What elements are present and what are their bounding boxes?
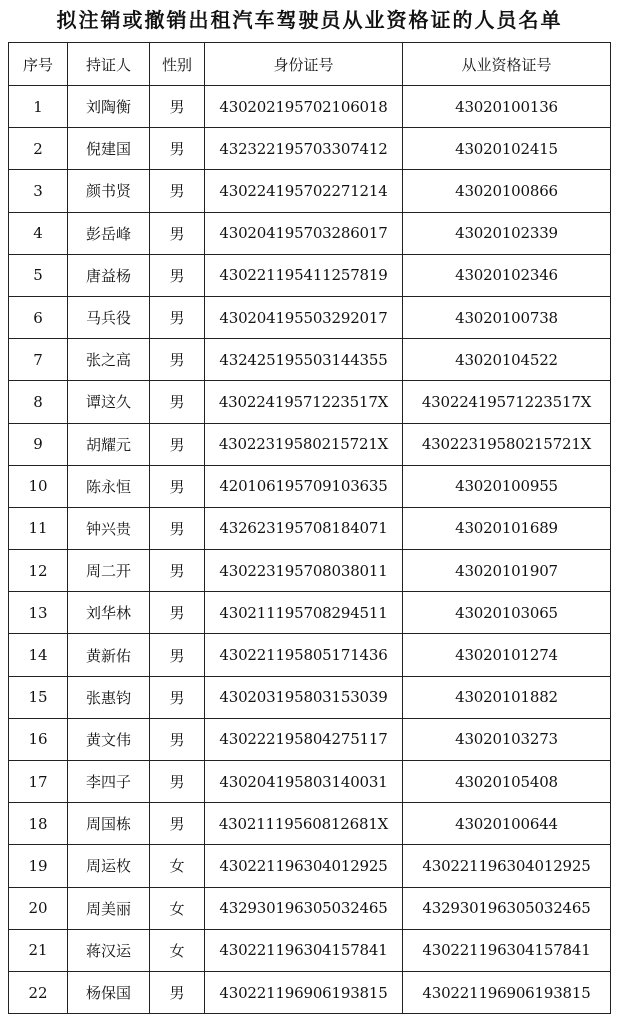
holder-name-cell: 刘陶衡 (68, 86, 150, 128)
gender-cell: 男 (150, 550, 205, 592)
id-number-cell: 430221196304012925 (205, 845, 403, 887)
row-index-cell: 15 (9, 676, 68, 718)
license-number-cell: 43022319580215721X (403, 423, 611, 465)
id-number-cell: 430221195805171436 (205, 634, 403, 676)
table-row (9, 339, 611, 381)
id-number-cell: 432425195503144355 (205, 339, 403, 381)
page-title: 拟注销或撤销出租汽车驾驶员从业资格证的人员名单 (56, 8, 563, 32)
id-number-cell: 430211195708294511 (205, 592, 403, 634)
license-number-cell: 43020103065 (403, 592, 611, 634)
holder-name-cell: 倪建国 (68, 128, 150, 170)
row-index-cell: 19 (9, 845, 68, 887)
holder-name-cell: 蒋汉运 (68, 929, 150, 971)
row-index-cell: 10 (9, 465, 68, 507)
license-number-cell: 430221196906193815 (403, 971, 611, 1013)
gender-cell: 男 (150, 971, 205, 1013)
gender-cell: 男 (150, 381, 205, 423)
holder-name-cell: 黄文伟 (68, 718, 150, 760)
gender-cell: 男 (150, 592, 205, 634)
license-number-cell: 43020100866 (403, 170, 611, 212)
license-number-cell: 43020102415 (403, 128, 611, 170)
row-index-cell: 5 (9, 254, 68, 296)
license-number-cell: 43020101882 (403, 676, 611, 718)
row-index-cell: 17 (9, 761, 68, 803)
holder-name-cell: 周运枚 (68, 845, 150, 887)
license-number-cell: 432930196305032465 (403, 887, 611, 929)
id-number-cell: 430223195708038011 (205, 550, 403, 592)
row-index-cell: 12 (9, 550, 68, 592)
id-number-cell: 432322195703307412 (205, 128, 403, 170)
id-number-cell: 430221195411257819 (205, 254, 403, 296)
table-row (9, 128, 611, 170)
table-header-row (9, 43, 611, 86)
row-index-cell: 4 (9, 212, 68, 254)
holder-name-cell: 周国栋 (68, 803, 150, 845)
license-number-cell: 43020100136 (403, 86, 611, 128)
license-number-cell: 43020100644 (403, 803, 611, 845)
gender-cell: 男 (150, 465, 205, 507)
license-number-cell: 43020100955 (403, 465, 611, 507)
gender-cell: 男 (150, 170, 205, 212)
gender-cell: 男 (150, 296, 205, 338)
table-row (9, 86, 611, 128)
license-number-cell: 43020103273 (403, 718, 611, 760)
table-row (9, 929, 611, 971)
holder-name-cell: 周二开 (68, 550, 150, 592)
holder-name-cell: 马兵役 (68, 296, 150, 338)
table-row (9, 887, 611, 929)
gender-cell: 男 (150, 339, 205, 381)
holder-name-cell: 张惠钧 (68, 676, 150, 718)
id-number-cell: 430224195702271214 (205, 170, 403, 212)
holder-name-cell: 陈永恒 (68, 465, 150, 507)
license-number-cell: 43020101907 (403, 550, 611, 592)
table-row (9, 170, 611, 212)
table-row (9, 423, 611, 465)
gender-cell: 女 (150, 887, 205, 929)
id-number-cell: 430221196906193815 (205, 971, 403, 1013)
id-number-cell: 420106195709103635 (205, 465, 403, 507)
holder-name-cell: 张之高 (68, 339, 150, 381)
row-index-cell: 13 (9, 592, 68, 634)
column-header-gender: 性别 (150, 43, 205, 86)
id-number-cell: 43022319580215721X (205, 423, 403, 465)
gender-cell: 男 (150, 128, 205, 170)
row-index-cell: 3 (9, 170, 68, 212)
gender-cell: 男 (150, 86, 205, 128)
id-number-cell: 430222195804275117 (205, 718, 403, 760)
license-number-cell: 43020101274 (403, 634, 611, 676)
row-index-cell: 7 (9, 339, 68, 381)
holder-name-cell: 谭这久 (68, 381, 150, 423)
table-row (9, 718, 611, 760)
holder-name-cell: 彭岳峰 (68, 212, 150, 254)
row-index-cell: 14 (9, 634, 68, 676)
holder-name-cell: 黄新佑 (68, 634, 150, 676)
table-row (9, 803, 611, 845)
holder-name-cell: 刘华林 (68, 592, 150, 634)
gender-cell: 男 (150, 676, 205, 718)
table-row (9, 507, 611, 549)
row-index-cell: 6 (9, 296, 68, 338)
column-header-license-number: 从业资格证号 (403, 43, 611, 86)
row-index-cell: 22 (9, 971, 68, 1013)
table-row (9, 592, 611, 634)
row-index-cell: 1 (9, 86, 68, 128)
table-row (9, 761, 611, 803)
table-row (9, 634, 611, 676)
table-row (9, 296, 611, 338)
holder-name-cell: 杨保国 (68, 971, 150, 1013)
id-number-cell: 430221196304157841 (205, 929, 403, 971)
gender-cell: 男 (150, 803, 205, 845)
row-index-cell: 16 (9, 718, 68, 760)
id-number-cell: 430204195703286017 (205, 212, 403, 254)
license-number-cell: 430221196304157841 (403, 929, 611, 971)
license-number-cell: 43020102346 (403, 254, 611, 296)
row-index-cell: 8 (9, 381, 68, 423)
gender-cell: 男 (150, 761, 205, 803)
id-number-cell: 430204195503292017 (205, 296, 403, 338)
table-body (9, 86, 611, 1014)
gender-cell: 男 (150, 507, 205, 549)
id-number-cell: 430202195702106018 (205, 86, 403, 128)
row-index-cell: 11 (9, 507, 68, 549)
holder-name-cell: 周美丽 (68, 887, 150, 929)
table-row (9, 254, 611, 296)
table-row (9, 971, 611, 1013)
column-header-id-number: 身份证号 (205, 43, 403, 86)
table-row (9, 212, 611, 254)
table-row (9, 550, 611, 592)
holder-name-cell: 钟兴贵 (68, 507, 150, 549)
gender-cell: 女 (150, 929, 205, 971)
column-header-index: 序号 (9, 43, 68, 86)
id-number-cell: 430204195803140031 (205, 761, 403, 803)
gender-cell: 男 (150, 718, 205, 760)
gender-cell: 男 (150, 634, 205, 676)
id-number-cell: 43021119560812681X (205, 803, 403, 845)
license-number-cell: 43020101689 (403, 507, 611, 549)
table-row (9, 845, 611, 887)
holder-name-cell: 李四子 (68, 761, 150, 803)
gender-cell: 男 (150, 423, 205, 465)
table-row (9, 676, 611, 718)
holder-name-cell: 颜书贤 (68, 170, 150, 212)
table-row (9, 465, 611, 507)
id-number-cell: 43022419571223517X (205, 381, 403, 423)
row-index-cell: 21 (9, 929, 68, 971)
holder-name-cell: 胡耀元 (68, 423, 150, 465)
table-row (9, 381, 611, 423)
row-index-cell: 2 (9, 128, 68, 170)
gender-cell: 女 (150, 845, 205, 887)
license-number-cell: 43020105408 (403, 761, 611, 803)
holder-name-cell: 唐益杨 (68, 254, 150, 296)
row-index-cell: 9 (9, 423, 68, 465)
license-number-cell: 43022419571223517X (403, 381, 611, 423)
license-number-cell: 43020100738 (403, 296, 611, 338)
id-number-cell: 432623195708184071 (205, 507, 403, 549)
row-index-cell: 18 (9, 803, 68, 845)
row-index-cell: 20 (9, 887, 68, 929)
license-number-cell: 430221196304012925 (403, 845, 611, 887)
id-number-cell: 430203195803153039 (205, 676, 403, 718)
gender-cell: 男 (150, 254, 205, 296)
gender-cell: 男 (150, 212, 205, 254)
license-number-cell: 43020104522 (403, 339, 611, 381)
license-number-cell: 43020102339 (403, 212, 611, 254)
roster-table (8, 42, 611, 1014)
id-number-cell: 432930196305032465 (205, 887, 403, 929)
column-header-holder: 持证人 (68, 43, 150, 86)
